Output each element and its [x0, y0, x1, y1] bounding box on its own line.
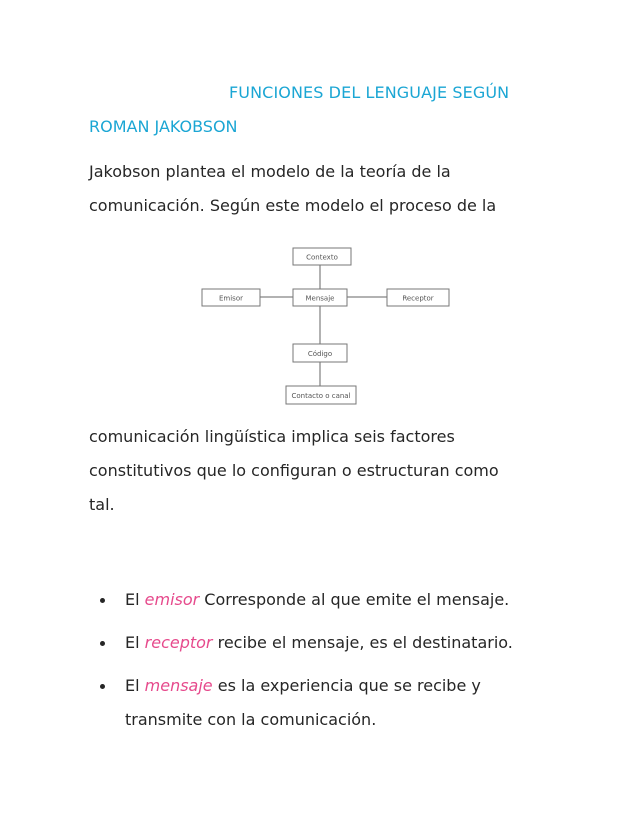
bullet-rest: Corresponde al que emite el mensaje. — [199, 590, 510, 609]
intro-line-2: comunicación. Según este modelo el proceso de la — [89, 196, 497, 215]
bullet-rest: es la experiencia que se recibe y — [212, 676, 481, 695]
jakobson-communication-diagram — [200, 244, 452, 410]
bullet-text — [125, 626, 513, 660]
intro-paragraph — [89, 155, 496, 223]
list-item — [0, 583, 638, 617]
box-emisor — [202, 289, 260, 306]
bullet-text — [125, 669, 481, 703]
box-emisor-label: Emisor — [219, 294, 243, 303]
continuation-paragraph — [89, 420, 499, 522]
bullet-keyword: emisor — [144, 590, 200, 609]
box-contacto — [286, 386, 356, 404]
intro-line-1: Jakobson plantea el modelo de la teoría de la — [89, 162, 451, 181]
heading-line-2: ROMAN JAKOBSON — [89, 117, 238, 136]
box-mensaje — [293, 289, 347, 306]
bullet-dot-icon — [100, 598, 105, 603]
continuation-line-2: constitutivos que lo configuran o estructuran como — [89, 461, 499, 480]
bullet-prefix: El — [125, 633, 145, 652]
bullet-keyword: mensaje — [144, 676, 213, 695]
bullet-text — [125, 583, 509, 617]
bullet-prefix: El — [125, 676, 145, 695]
bullet-prefix: El — [125, 590, 145, 609]
bullet-keyword: receptor — [144, 633, 213, 652]
bullet-rest: recibe el mensaje, es el destinatario. — [212, 633, 513, 652]
box-codigo — [293, 344, 347, 362]
list-item — [0, 669, 638, 739]
box-contexto — [293, 248, 351, 265]
continuation-line-3: tal. — [89, 495, 115, 514]
list-item — [0, 626, 638, 660]
box-receptor — [387, 289, 449, 306]
bullet-dot-icon — [100, 641, 105, 646]
box-mensaje-label: Mensaje — [305, 294, 335, 303]
bullet-dot-icon — [100, 684, 105, 689]
continuation-line-1: comunicación lingüística implica seis factores — [89, 427, 455, 446]
box-contacto-label: Contacto o canal — [291, 392, 351, 400]
box-contexto-label: Contexto — [306, 253, 338, 262]
box-receptor-label: Receptor — [402, 294, 434, 303]
heading-line-1: FUNCIONES DEL LENGUAJE SEGÚN — [229, 83, 510, 102]
bullet-text-continuation: transmite con la comunicación. — [125, 710, 377, 729]
box-codigo-label: Código — [307, 350, 333, 358]
